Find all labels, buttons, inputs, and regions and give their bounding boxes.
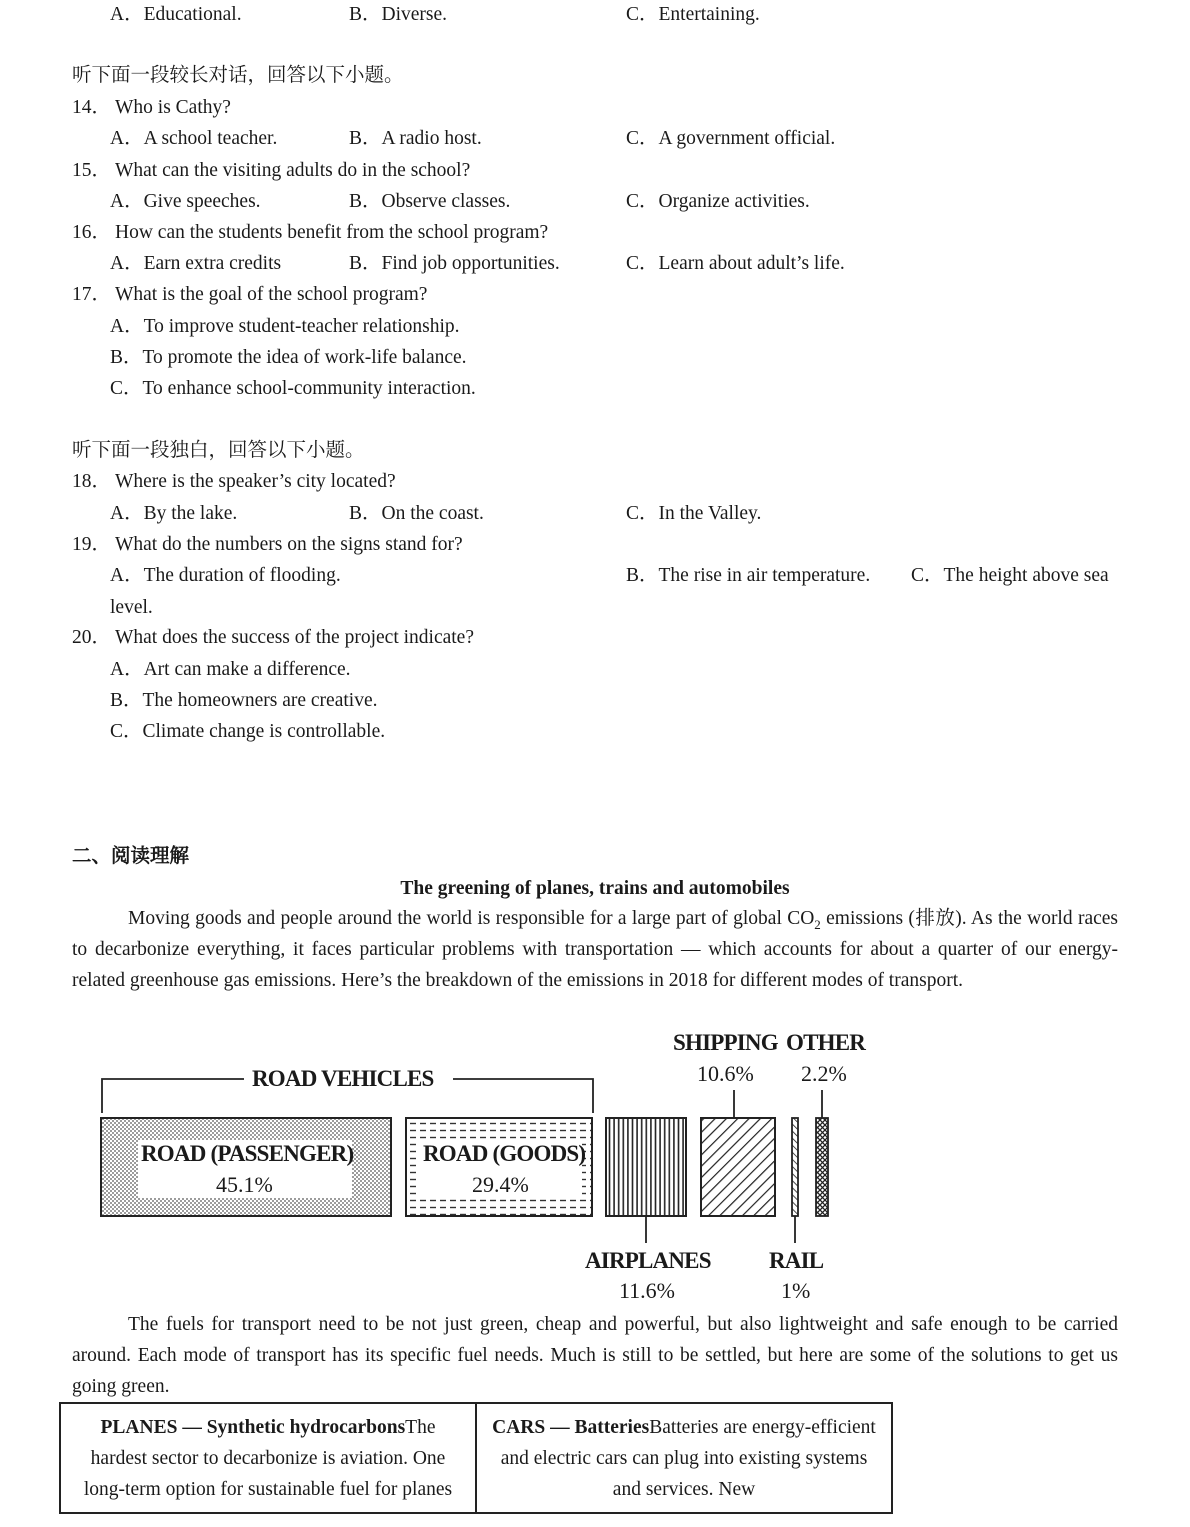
option-c: C．Climate change is controllable. (110, 721, 386, 742)
question-text: What does the success of the project indicate? (115, 627, 474, 648)
option-b: B．Observe classes. (349, 191, 511, 212)
question-number: 16． (72, 222, 112, 243)
label-airplanes: AIRPLANES (585, 1248, 711, 1273)
option-c: C．In the Valley. (626, 503, 762, 524)
question-text: What do the numbers on the signs stand for? (115, 534, 463, 555)
question-text: How can the students benefit from the school program? (115, 222, 549, 243)
option-c: C．Learn about adult’s life. (626, 253, 845, 274)
value-road-passenger: 45.1% (216, 1172, 273, 1197)
option-a: A．Give speeches. (110, 191, 261, 212)
question-text: Where is the speaker’s city located? (115, 471, 396, 492)
option-a: A．By the lake. (110, 503, 238, 524)
chart-group-label: ROAD VEHICLES (252, 1066, 434, 1091)
option-b: B．The rise in air temperature. (626, 565, 871, 586)
value-rail: 1% (781, 1278, 811, 1303)
dialogue-intro: 听下面一段较长对话，回答以下小题。 (72, 65, 404, 86)
table-cell-planes: PLANES — Synthetic hydrocarbonsThe hardest sector to decarbonize is aviation. One long-term option for sustainable fuel for planes (60, 1403, 476, 1513)
option-b: B．A radio host. (349, 128, 482, 149)
question-text: Who is Cathy? (115, 97, 231, 118)
article-title: The greening of planes, trains and automobiles (400, 878, 790, 899)
bar-airplanes (606, 1118, 686, 1216)
q13-option-b: B．Diverse. (349, 4, 448, 25)
option-c-continued: level. (110, 597, 153, 618)
option-c: C．A government official. (626, 128, 836, 149)
option-b: B．On the coast. (349, 503, 484, 524)
value-other: 2.2% (801, 1061, 847, 1086)
monologue-intro: 听下面一段独白，回答以下小题。 (72, 440, 365, 461)
option-a: A．Art can make a difference. (110, 659, 351, 680)
bar-other (816, 1118, 828, 1216)
table-cell-cars: CARS — BatteriesBatteries are energy-efficient and electric cars can plug into existing systems and services. New (476, 1403, 892, 1513)
option-a: A．The duration of flooding. (110, 565, 341, 586)
label-road-passenger: ROAD (PASSENGER) (141, 1141, 354, 1166)
question-number: 17． (72, 284, 112, 305)
question-number: 14． (72, 97, 112, 118)
option-c: C．Organize activities. (626, 191, 810, 212)
value-airplanes: 11.6% (619, 1278, 676, 1303)
option-a: A．To improve student-teacher relationship. (110, 316, 460, 337)
value-road-goods: 29.4% (472, 1172, 529, 1197)
question-number: 15． (72, 160, 112, 181)
option-a: A．Earn extra credits (110, 253, 282, 274)
label-road-goods: ROAD (GOODS) (423, 1141, 586, 1166)
question-text: What is the goal of the school program? (115, 284, 428, 305)
value-shipping: 10.6% (697, 1061, 754, 1086)
q13-option-c: C．Entertaining. (626, 4, 760, 25)
q13-option-a: A．Educational. (110, 4, 242, 25)
article-paragraph-1: Moving goods and people around the world is responsible for a large part of global $CO_2$ emissions (排放). As the world races to decarbonize everything, it faces particular problems with transportation — which accounts for about a quarter of our energy-related greenhouse gas emissions. Here’s the breakdown of the emissions in 2018 for different modes of transport. (72, 908, 1118, 991)
question-number: 18． (72, 471, 112, 492)
question-text: What can the visiting adults do in the school? (115, 160, 471, 181)
option-b: B．The homeowners are creative. (110, 690, 378, 711)
option-c: C．The height above sea (911, 565, 1109, 586)
label-rail: RAIL (769, 1248, 824, 1273)
option-b: B．Find job opportunities. (349, 253, 560, 274)
question-number: 20． (72, 627, 112, 648)
option-c: C．To enhance school-community interaction. (110, 378, 476, 399)
option-a: A．A school teacher. (110, 128, 278, 149)
label-shipping: SHIPPING (673, 1030, 778, 1055)
section-heading: 二、阅读理解 (72, 846, 190, 867)
bar-shipping (701, 1118, 775, 1216)
fuel-solutions-table (59, 1402, 893, 1514)
option-b: B．To promote the idea of work-life balance. (110, 347, 467, 368)
article-paragraph-2: The fuels for transport need to be not just green, cheap and powerful, but also lightweight and safe enough to be carried around. Each mode of transport has its specific fuel needs. Much is still to be settled, but here are some of the solutions to get us going green. (72, 1314, 1118, 1397)
bar-rail (792, 1118, 798, 1216)
question-number: 19． (72, 534, 112, 555)
label-other: OTHER (786, 1030, 866, 1055)
